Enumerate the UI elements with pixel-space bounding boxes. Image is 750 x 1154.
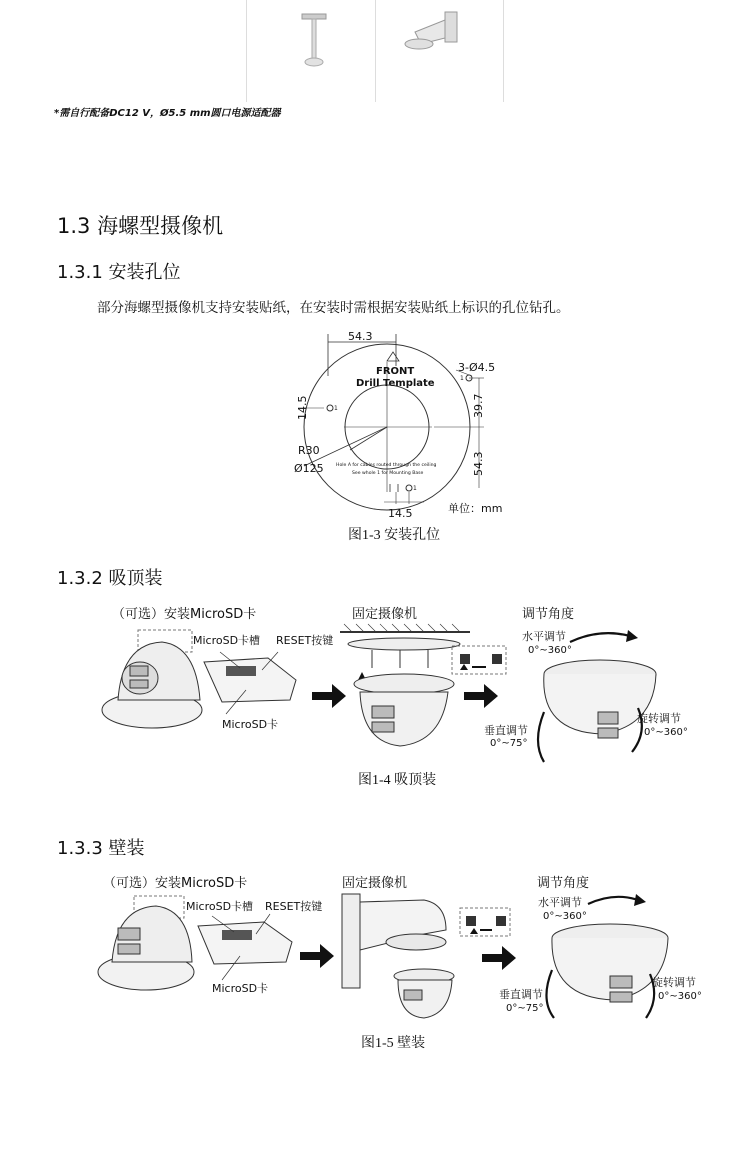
rotate-label-133: 旋转调节: [652, 976, 696, 989]
figure-caption-1-3: 图1-3 安装孔位: [348, 528, 441, 543]
unit-label: 单位：mm: [448, 502, 503, 515]
tilt-label-132: 垂直调节: [484, 724, 528, 737]
tilt-label-133: 垂直调节: [499, 988, 543, 1001]
svg-text:1: 1: [334, 405, 338, 412]
subsection-title-131: 1.3.1 安装孔位: [57, 262, 181, 283]
diameter-label: Ø125: [294, 462, 324, 475]
drill-label: Drill Template: [356, 378, 435, 389]
dim-top: 54.3: [348, 330, 373, 343]
svg-text:1: 1: [460, 375, 464, 382]
sd-slot-label-133: MicroSD卡槽: [186, 900, 254, 913]
radius-label: R30: [298, 444, 320, 457]
pendant-mount-image: [296, 10, 336, 70]
rotate-range-132: 0°~360°: [644, 727, 688, 738]
power-note: *需自行配备DC12 V，Ø5.5 mm圆口电源适配器: [54, 108, 281, 119]
dim-right-upper: 39.7: [472, 393, 485, 418]
paragraph-131: 部分海螺型摄像机支持安装贴纸，在安装时需根据安装贴纸上标识的孔位钻孔。: [97, 300, 570, 316]
step2-label-133: 固定摄像机: [342, 876, 408, 891]
reset-label-132: RESET按键: [276, 634, 334, 647]
hole-note-2: See whole 1 for Mounting Base: [352, 471, 424, 476]
wall-mount-image: [401, 10, 471, 60]
section-title: 1.3 海螺型摄像机: [57, 214, 224, 238]
svg-text:1: 1: [413, 485, 417, 492]
hole-note-1: Hole A for cables routed through the ceiling: [336, 463, 437, 468]
step3-label-133: 调节角度: [537, 876, 590, 891]
sd-card-label-133: MicroSD卡: [212, 982, 269, 995]
step3-label-132: 调节角度: [522, 607, 575, 622]
pan-label-133: 水平调节: [538, 896, 582, 909]
accessory-table: [246, 0, 504, 102]
rotate-range-133: 0°~360°: [658, 991, 702, 1002]
step1-label-133: （可选）安装MicroSD卡: [103, 876, 248, 891]
pan-range-132: 0°~360°: [528, 645, 572, 656]
subsection-title-133: 1.3.3 壁装: [57, 838, 145, 859]
dim-left: 14.5: [296, 395, 309, 420]
reset-label-133: RESET按键: [265, 900, 323, 913]
pan-label-132: 水平调节: [522, 630, 566, 643]
sd-card-label-132: MicroSD卡: [222, 718, 279, 731]
step1-label-132: （可选）安装MicroSD卡: [112, 607, 257, 622]
figure-caption-1-4: 图1-4 吸顶装: [358, 773, 437, 788]
subsection-title-132: 1.3.2 吸顶装: [57, 568, 163, 589]
rotate-label-132: 旋转调节: [637, 712, 681, 725]
holes-label: 3-Ø4.5: [458, 361, 496, 374]
tilt-range-133: 0°~75°: [506, 1003, 544, 1014]
dim-bottom: 14.5: [388, 507, 413, 520]
pan-range-133: 0°~360°: [543, 911, 587, 922]
ceiling-mount-illustration: [100, 622, 710, 772]
dim-right-lower: 54.3: [472, 451, 485, 476]
tilt-range-132: 0°~75°: [490, 738, 528, 749]
sd-slot-label-132: MicroSD卡槽: [193, 634, 261, 647]
step2-label-132: 固定摄像机: [352, 607, 418, 622]
front-label: FRONT: [376, 366, 415, 377]
drill-template-figure: [284, 326, 524, 522]
figure-caption-1-5: 图1-5 壁装: [361, 1036, 426, 1051]
